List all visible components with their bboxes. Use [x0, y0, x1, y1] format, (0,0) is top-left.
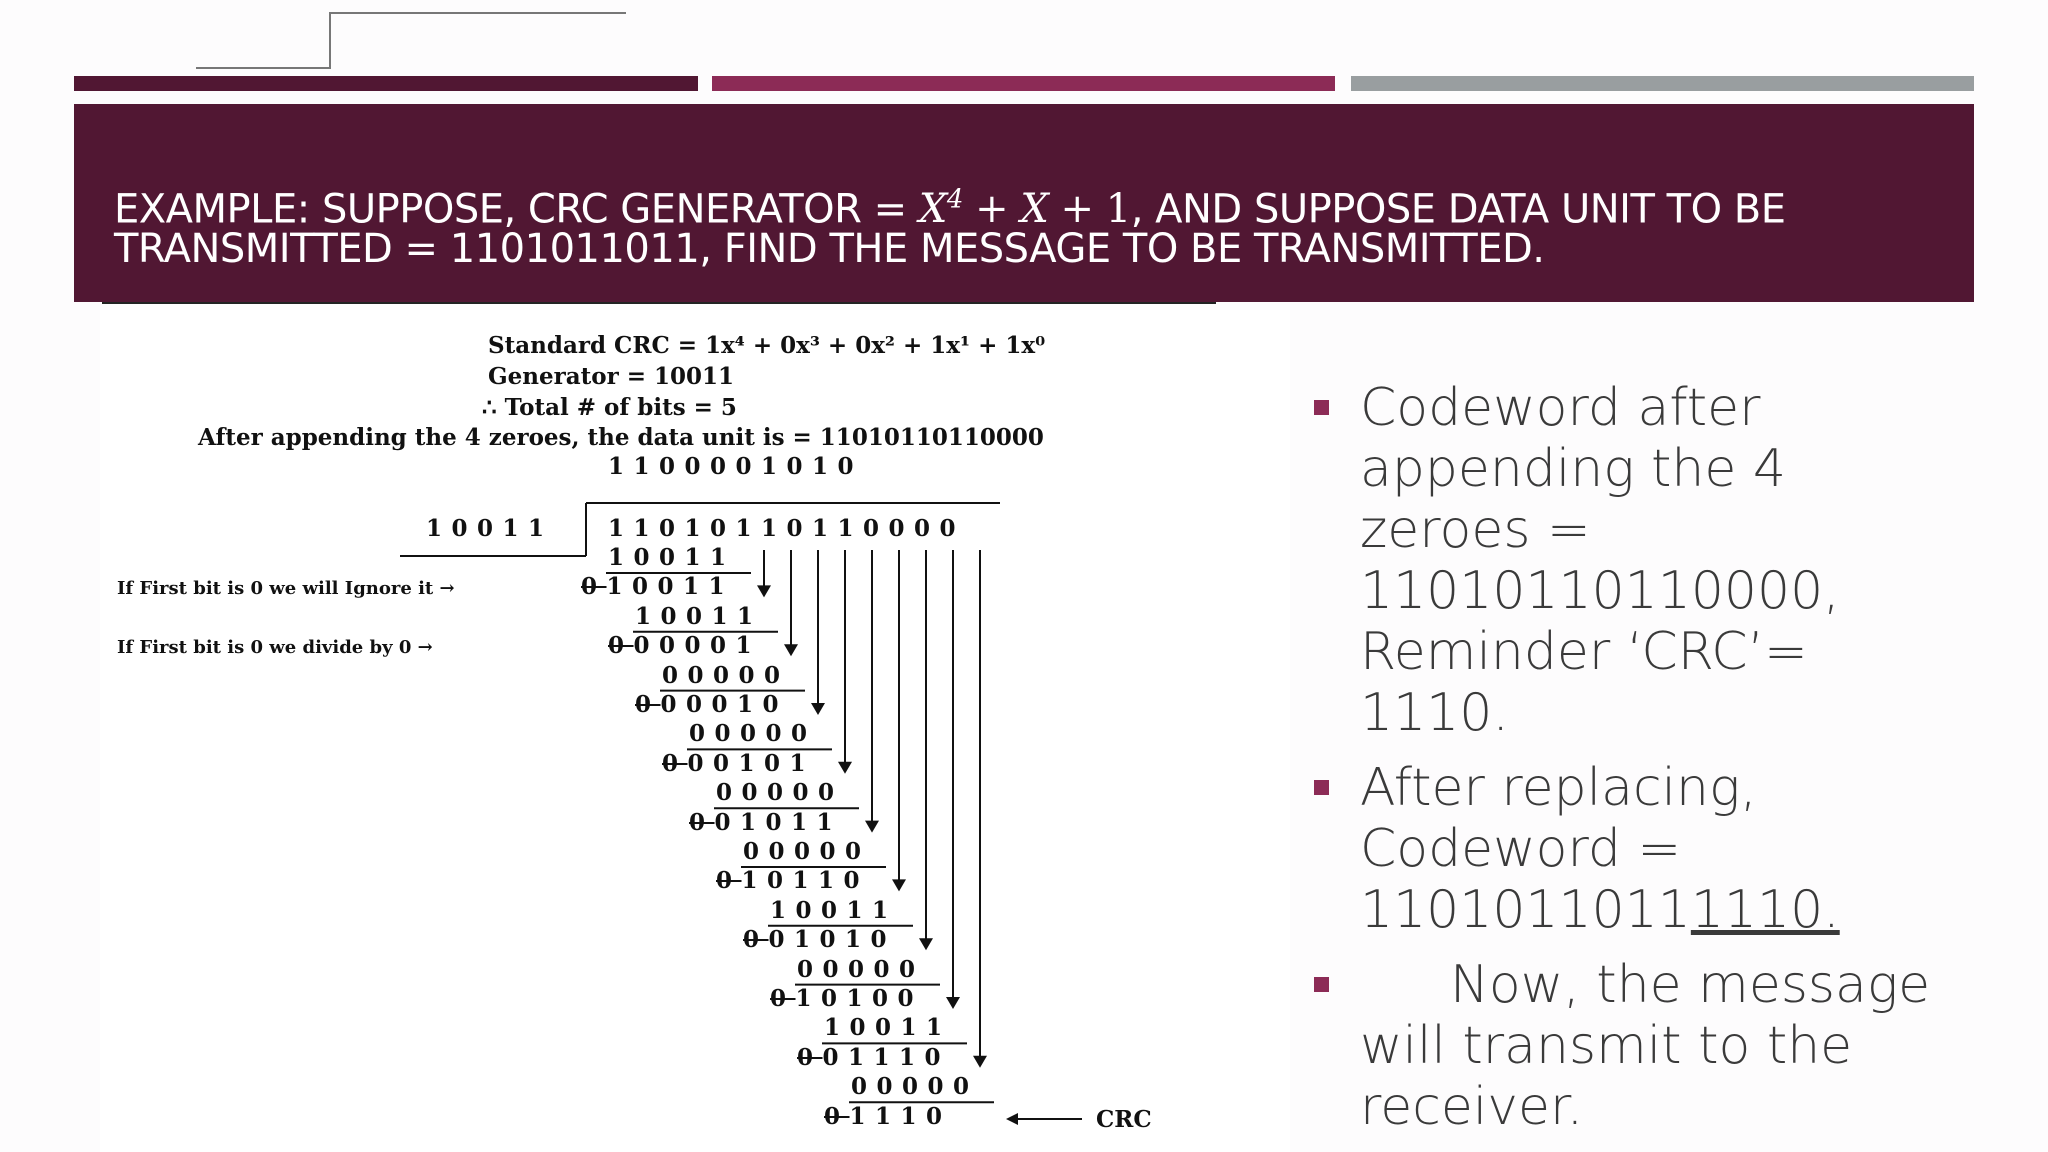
crc-label: CRC	[1096, 1106, 1152, 1133]
struck-leading-zero: 0	[716, 867, 742, 895]
divisor: 10011	[426, 515, 554, 542]
step-bits: 10100	[795, 985, 924, 1012]
step-bits: 00000	[851, 1073, 979, 1101]
crc-division-figure	[100, 310, 1290, 1152]
struck-leading-zero: 0	[581, 573, 607, 601]
struck-leading-zero: 0	[635, 691, 661, 718]
step-bits: 10011	[608, 544, 736, 571]
step-bits: 01011	[714, 808, 843, 836]
slide-title	[114, 180, 1954, 273]
bullet-text: Now, the message will transmit to the receiver.	[1360, 955, 1931, 1137]
struck-leading-zero: 0	[662, 749, 688, 777]
step-bits: 00000	[797, 955, 925, 983]
decor-line-top	[330, 12, 626, 14]
bullet-text: Codeword after appending the 4 zeroes = 11010110110000, Reminder ‘CRC’= 1110.	[1360, 378, 1840, 743]
step-bits: 01110	[822, 1043, 951, 1071]
bullet-marker	[1314, 780, 1329, 795]
figure-total-bits: ∴ Total # of bits = 5	[482, 394, 737, 421]
bring-down-arrow-head	[811, 703, 825, 715]
color-bar-1	[74, 76, 698, 91]
figure-generator: Generator = 10011	[488, 363, 735, 390]
struck-leading-zero: 0	[797, 1043, 823, 1071]
bring-down-arrow-head	[892, 879, 906, 891]
note-divide: If First bit is 0 we divide by 0 →	[117, 637, 433, 658]
step-bits: 01010	[768, 926, 897, 954]
step-bits: 00001	[633, 632, 762, 660]
bullet-item	[1310, 955, 1950, 1138]
step-bits: 10011	[606, 573, 735, 601]
figure-standard-crc: Standard CRC = 1x⁴ + 0x³ + 0x² + 1x¹ + 1x⁰	[488, 332, 1046, 359]
decor-line-bottom	[196, 67, 331, 69]
bullet-marker	[1314, 400, 1329, 415]
crc-arrow-head	[1006, 1113, 1018, 1125]
title-band	[74, 104, 1974, 302]
struck-leading-zero: 0	[608, 632, 634, 660]
bullet-list	[1310, 378, 1950, 1152]
dividend: 11010110110000	[608, 515, 966, 542]
step-bits: 10011	[824, 1014, 952, 1042]
bullet-marker	[1314, 977, 1329, 992]
struck-leading-zero: 0	[689, 808, 715, 836]
step-bits: 1110	[849, 1102, 952, 1130]
title-math: $X^4 + X + 1$	[918, 185, 1131, 233]
title-lead: EXAMPLE:	[114, 186, 310, 233]
bring-down-arrow-head	[757, 585, 771, 597]
title-part2: , AND SUPPOSE DATA UNIT TO BE TRANSMITTED = 1101011011, FIND THE MESSAGE TO BE TRANSMITTED.	[114, 186, 1786, 273]
step-bits: 10011	[770, 896, 898, 924]
bullet-item	[1310, 758, 1950, 941]
color-bar-3	[1351, 76, 1974, 91]
division-lines	[100, 310, 1290, 1152]
step-bits: 00000	[689, 720, 817, 748]
step-bits: 00010	[660, 691, 789, 718]
bullet-underlined-crc: 1110.	[1690, 880, 1840, 940]
step-bits: 10011	[635, 602, 763, 630]
struck-leading-zero: 0	[743, 926, 769, 954]
bring-down-arrow-head	[838, 762, 852, 774]
struck-leading-zero: 0	[824, 1102, 850, 1130]
step-bits: 10110	[741, 867, 870, 895]
bring-down-arrow-head	[919, 938, 933, 950]
step-bits: 00101	[687, 749, 816, 777]
decor-line-vertical	[329, 12, 331, 69]
bring-down-arrow-head	[973, 1056, 987, 1068]
step-bits: 00000	[716, 779, 844, 807]
bullet-item	[1310, 378, 1950, 744]
struck-leading-zero: 0	[770, 985, 796, 1012]
step-bits: 00000	[662, 661, 790, 689]
title-underline	[102, 302, 1216, 304]
color-bar-2	[712, 76, 1335, 91]
quotient: 1100001010	[608, 453, 864, 480]
bullet-text: After replacing, Codeword = 1101011011	[1360, 758, 1757, 940]
figure-appending: After appending the 4 zeroes, the data unit is = 11010110110000	[198, 424, 1044, 451]
note-ignore: If First bit is 0 we will Ignore it →	[117, 578, 455, 599]
bring-down-arrow-head	[784, 644, 798, 656]
bring-down-arrow-head	[865, 821, 879, 833]
step-bits: 00000	[743, 838, 871, 865]
title-part1: SUPPOSE, CRC GENERATOR =	[321, 186, 919, 233]
bring-down-arrow-head	[946, 997, 960, 1009]
